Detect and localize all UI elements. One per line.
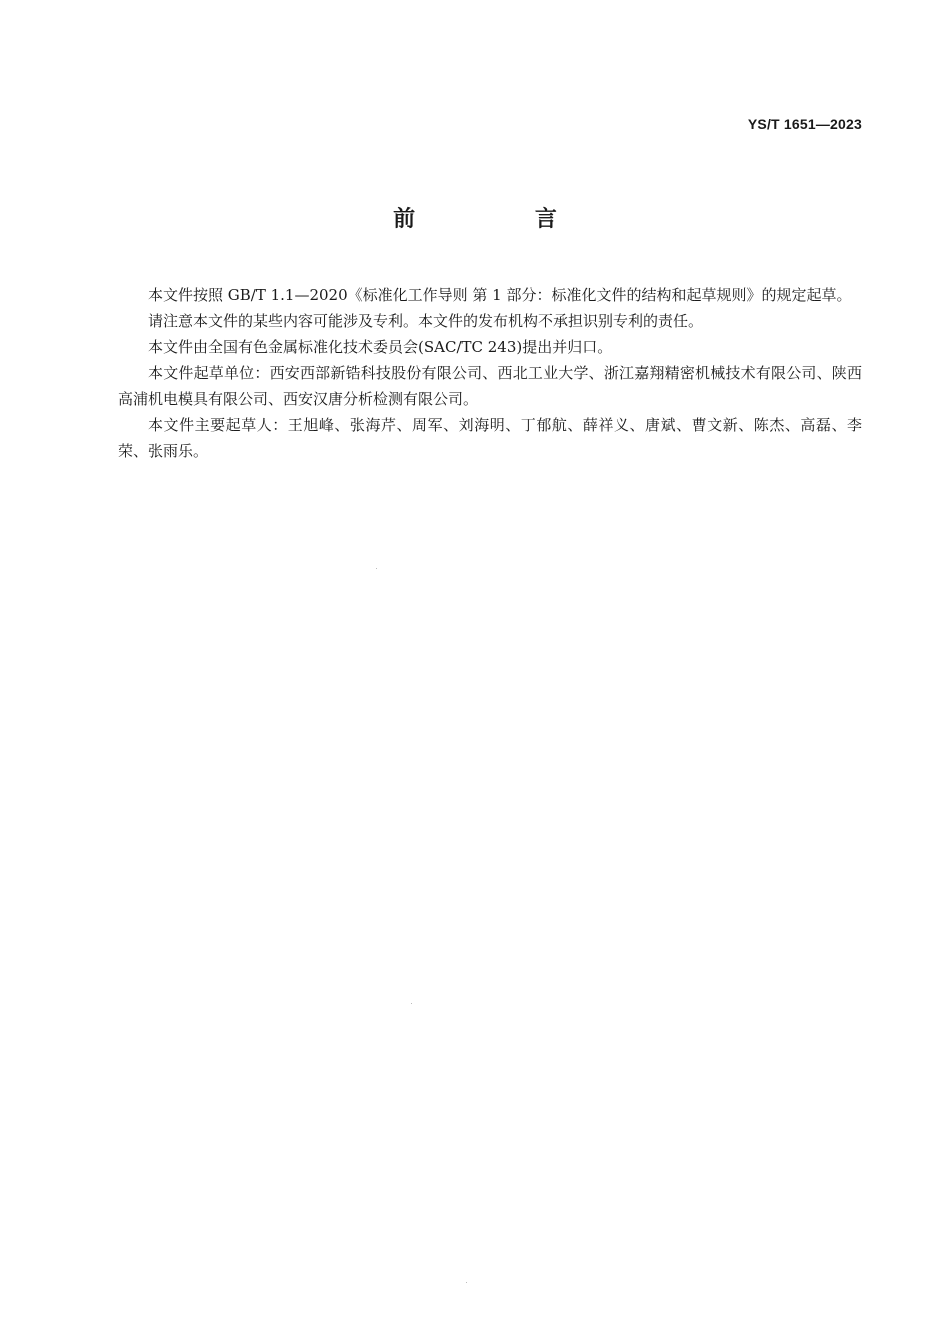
paragraph-patent-notice: 请注意本文件的某些内容可能涉及专利。本文件的发布机构不承担识别专利的责任。 [148, 312, 704, 330]
scan-speck [411, 1003, 412, 1004]
scan-speck [466, 1282, 467, 1283]
foreword-body [118, 282, 862, 464]
paragraph-proposer: 本文件由全国有色金属标准化技术委员会(SAC/TC 243)提出并归口。 [148, 338, 613, 356]
page-title: 前 言 [393, 207, 613, 232]
standard-code: YS/T 1651—2023 [747, 116, 862, 132]
paragraph-drafting-rules: 本文件按照 GB/T 1.1—2020《标准化工作导则 第 1 部分：标准化文件的结构和起草规则》的规定起草。 [148, 286, 852, 304]
scan-speck [376, 568, 377, 569]
paragraph-drafting-units: 本文件起草单位：西安西部新锆科技股份有限公司、西北工业大学、浙江嘉翔精密机械技术有限公司、陕西高浦机电模具有限公司、西安汉唐分析检测有限公司。 [118, 364, 862, 408]
paragraph-drafters: 本文件主要起草人：王旭峰、张海芹、周军、刘海明、丁郁航、薛祥义、唐斌、曹文新、陈杰、高磊、李荣、张雨乐。 [118, 416, 862, 460]
